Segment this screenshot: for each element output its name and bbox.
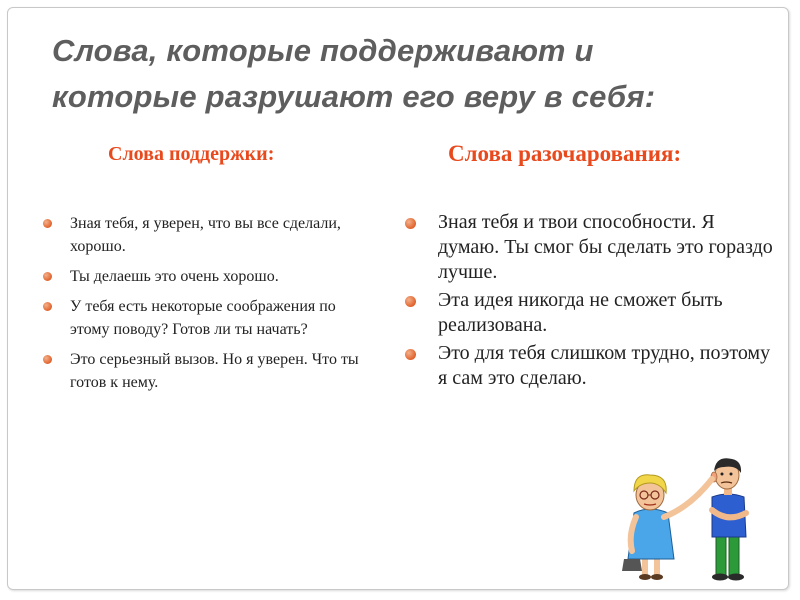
woman-and-boy-cartoon-icon xyxy=(620,455,770,585)
list-item-text: У тебя есть некоторые соображения по этому поводу? Готов ли ты начать? xyxy=(70,298,336,338)
list-item-text: Зная тебя, я уверен, что вы все сделали, хорошо. xyxy=(70,215,341,255)
boy-figure xyxy=(711,458,746,580)
bullet-icon xyxy=(43,219,52,228)
disappointment-heading: Слова разочарования: xyxy=(448,141,682,166)
woman-figure xyxy=(622,475,712,580)
bullet-icon xyxy=(405,296,416,307)
slide-title xyxy=(52,28,772,120)
list-item-text: Эта идея никогда не сможет быть реализована. xyxy=(438,289,723,336)
list-item xyxy=(43,348,373,394)
list-item xyxy=(405,210,775,285)
list-item xyxy=(43,265,373,288)
bullet-icon xyxy=(43,302,52,311)
support-list xyxy=(43,212,373,401)
support-heading: Слова поддержки: xyxy=(108,143,275,165)
list-item xyxy=(405,288,775,338)
list-item xyxy=(43,212,373,258)
bullet-icon xyxy=(405,349,416,360)
bullet-icon xyxy=(43,355,52,364)
title-line-1: Слова, которые поддерживают и xyxy=(52,33,594,68)
bullet-icon xyxy=(405,218,416,229)
list-item-text: Это серьезный вызов. Но я уверен. Что ты готов к нему. xyxy=(70,351,359,391)
list-item-text: Это для тебя слишком трудно, поэтому я сам это сделаю. xyxy=(438,342,771,389)
list-item-text: Ты делаешь это очень хорошо. xyxy=(70,268,279,285)
disappointment-list xyxy=(405,210,775,394)
title-line-2: которые разрушают его веру в себя: xyxy=(52,79,656,114)
list-item-text: Зная тебя и твои способности. Я думаю. Ты смог бы сделать это гораздо лучше. xyxy=(438,211,773,283)
list-item xyxy=(405,341,775,391)
list-item xyxy=(43,295,373,341)
bullet-icon xyxy=(43,272,52,281)
